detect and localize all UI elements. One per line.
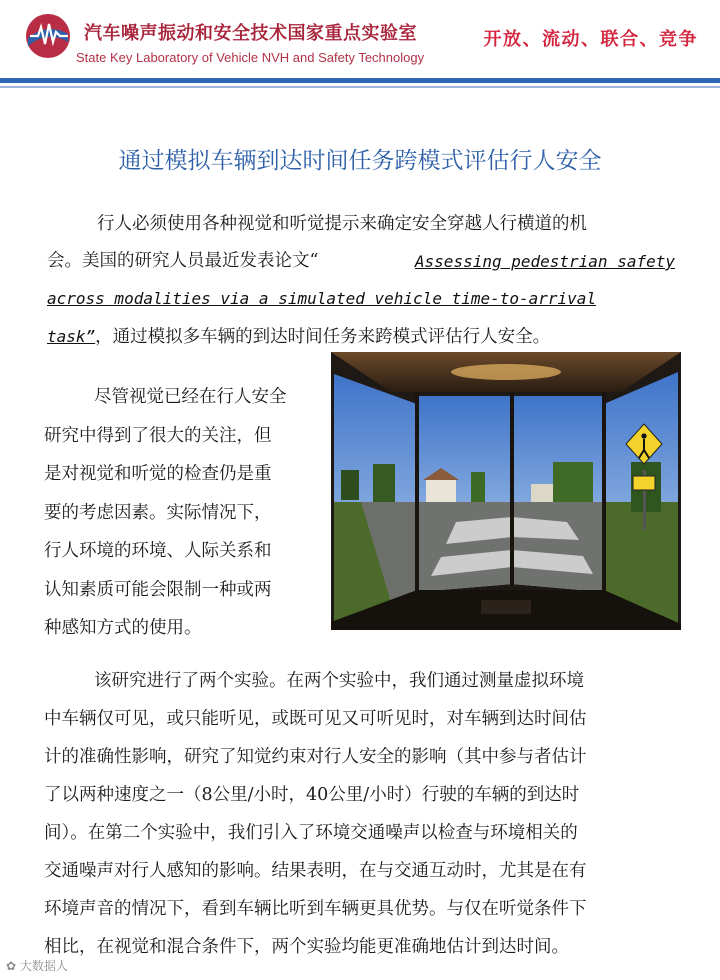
slogan: 开放、流动、联合、竞争 [483,29,698,50]
text-line: 相比，在视觉和混合条件下，两个实验均能更准确地估计到达时间。 [44,937,569,957]
text-fragment: ，通过模拟多车辆的到达时间任务来跨模式评估行人安全。 [95,327,551,347]
text-line: 环境声音的情况下，看到车辆比听到车辆更具优势。与仅在听觉条件下 [44,899,587,919]
text-line: 种感知方式的使用。 [44,618,202,638]
simulator-illustration [331,352,681,630]
text-line [47,280,675,318]
text-line: 尽管视觉已经在行人安全 [94,387,287,407]
paragraph-experiments [44,662,674,966]
text-line: 研究中得到了很大的关注，但 [44,425,272,446]
text-line: 认知素质可能会限制一种或两 [44,579,272,600]
article-title: 通过模拟车辆到达时间任务跨模式评估行人安全 [118,148,602,174]
lab-name-cn: 汽车噪声振动和安全技术国家重点实验室 [84,23,417,44]
text-line [47,318,675,356]
lab-name-en: State Key Laboratory of Vehicle NVH and Safety Technology [76,50,425,65]
text-line: 间）。在第二个实验中，我们引入了环境交通噪声以检查与环境相关的 [44,823,578,843]
text-line: 行人必须使用各种视觉和听觉提示来确定安全穿越人行横道的机 [97,214,587,234]
text-line: 行人环境的环境、人际关系和 [44,541,272,561]
paper-title-link[interactable]: across modalities via a simulated vehicle time-to-arrival [47,289,597,308]
paper-title-link[interactable]: Assessing pedestrian safety [414,252,675,271]
paper-title-link[interactable]: task” [47,327,96,346]
text-line: 中车辆仅可见，或只能听见，或既可见又可听见时，对车辆到达时间估 [44,709,587,729]
watermark-text: 大数据人 [19,959,68,973]
watermark [6,957,68,974]
paragraph-context [44,378,344,648]
text-fragment: 会。美国的研究人员最近发表论文“ [47,251,319,271]
text-line: 该研究进行了两个实验。在两个实验中，我们通过测量虚拟环境 [94,671,584,691]
text-line [47,243,675,280]
text-line: 是对视觉和听觉的检查仍是重 [44,464,272,484]
page-header [0,0,720,78]
text-line: 了以两种速度之一（8公里/小时，40公里/小时）行驶的车辆的到达时 [44,785,580,805]
text-line: 要的考虑因素。实际情况下， [44,502,272,523]
simulator-photo [331,352,681,630]
header-divider-thin [0,86,720,88]
watermark-icon: ✿ [6,959,17,973]
text-line: 交通噪声对行人感知的影响。结果表明，在与交通互动时，尤其是在有 [44,861,587,881]
paragraph-intro [47,206,675,356]
lab-logo-icon [24,12,72,60]
header-divider [0,78,720,83]
text-line: 计的准确性影响，研究了知觉约束对行人安全的影响（其中参与者估计 [44,747,587,767]
